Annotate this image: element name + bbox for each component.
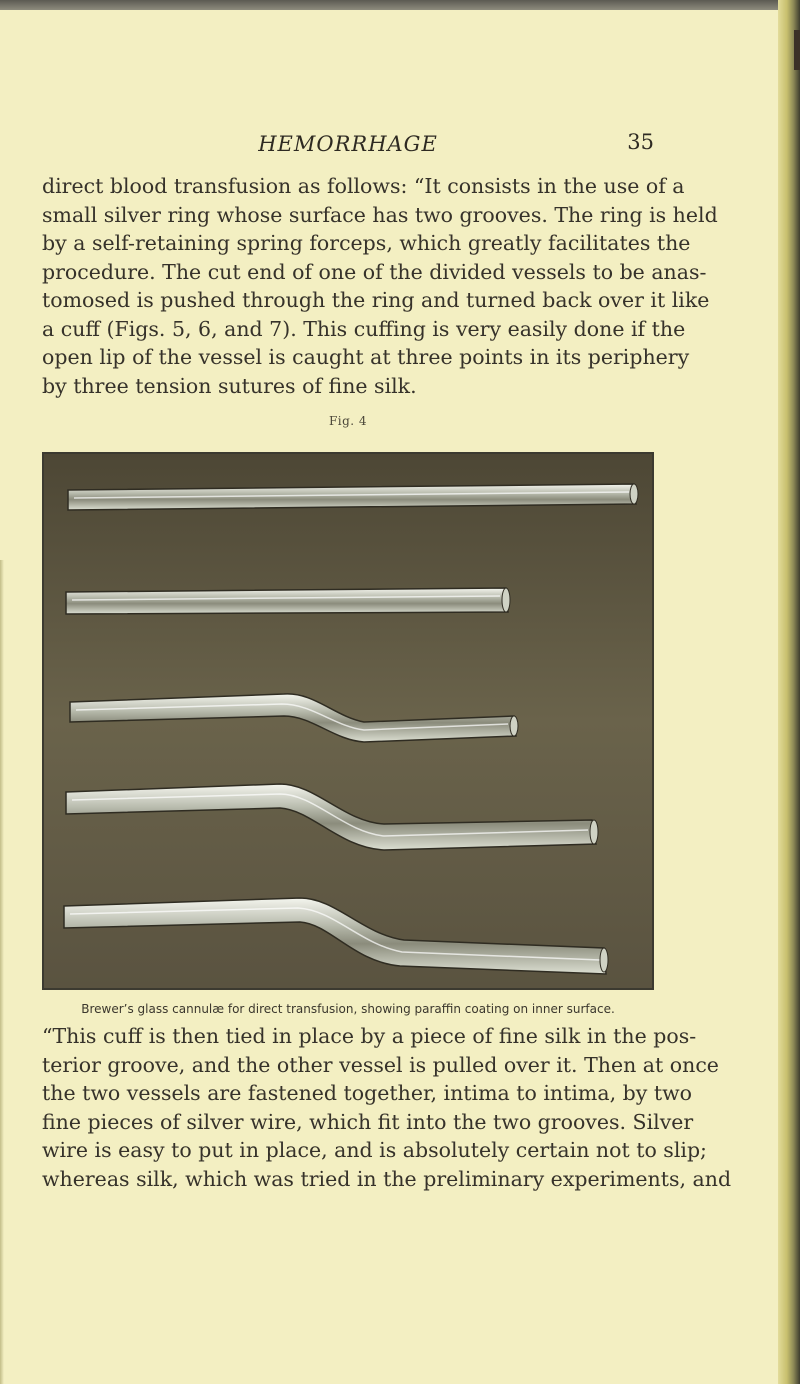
text-line: by three tension sutures of fine silk. xyxy=(42,373,417,398)
paragraph-1 xyxy=(42,172,718,400)
text-line: direct blood transfusion as follows: “It consists in the use of a xyxy=(42,174,685,198)
text-line: the two vessels are fastened together, intima to intima, by two xyxy=(42,1081,692,1105)
page-binding-edge xyxy=(778,0,800,1384)
text-line: tomosed is pushed through the ring and turned back over it like xyxy=(42,288,710,312)
page-header xyxy=(42,132,654,162)
binding-mark xyxy=(794,30,800,70)
paragraph-2 xyxy=(42,1022,732,1193)
figure-label: Fig. 4 xyxy=(328,414,368,428)
text-line: small silver ring whose surface has two grooves. The ring is held xyxy=(42,202,718,227)
running-title: HEMORRHAGE xyxy=(258,132,438,156)
text-line: terior groove, and the other vessel is pulled over it. Then at once xyxy=(42,1052,719,1077)
text-line: wire is easy to put in place, and is absolutely certain not to slip; xyxy=(42,1138,707,1162)
scan-top-edge xyxy=(0,0,800,10)
figure-caption: Brewer’s glass cannulæ for direct transfusion, showing paraffin coating on inner surface. xyxy=(81,1002,615,1016)
text-line: procedure. The cut end of one of the divided vessels to be anas- xyxy=(42,259,707,284)
text-line: by a self-retaining spring forceps, which greatly facilitates the xyxy=(42,231,691,255)
text-line: open lip of the vessel is caught at three points in its periphery xyxy=(42,345,690,369)
figure-photograph xyxy=(42,452,654,990)
page-left-edge xyxy=(0,560,4,1384)
text-line: whereas silk, which was tried in the preliminary experiments, and xyxy=(42,1166,732,1191)
text-line: a cuff (Figs. 5, 6, and 7). This cuffing is very easily done if the xyxy=(42,316,686,341)
text-line: fine pieces of silver wire, which fit into the two grooves. Silver xyxy=(42,1109,694,1134)
text-line: “This cuff is then tied in place by a piece of fine silk in the pos- xyxy=(42,1024,697,1048)
page-number: 35 xyxy=(627,130,654,154)
glass-cannulae-photo xyxy=(44,454,652,988)
cannula-2 xyxy=(66,588,510,614)
